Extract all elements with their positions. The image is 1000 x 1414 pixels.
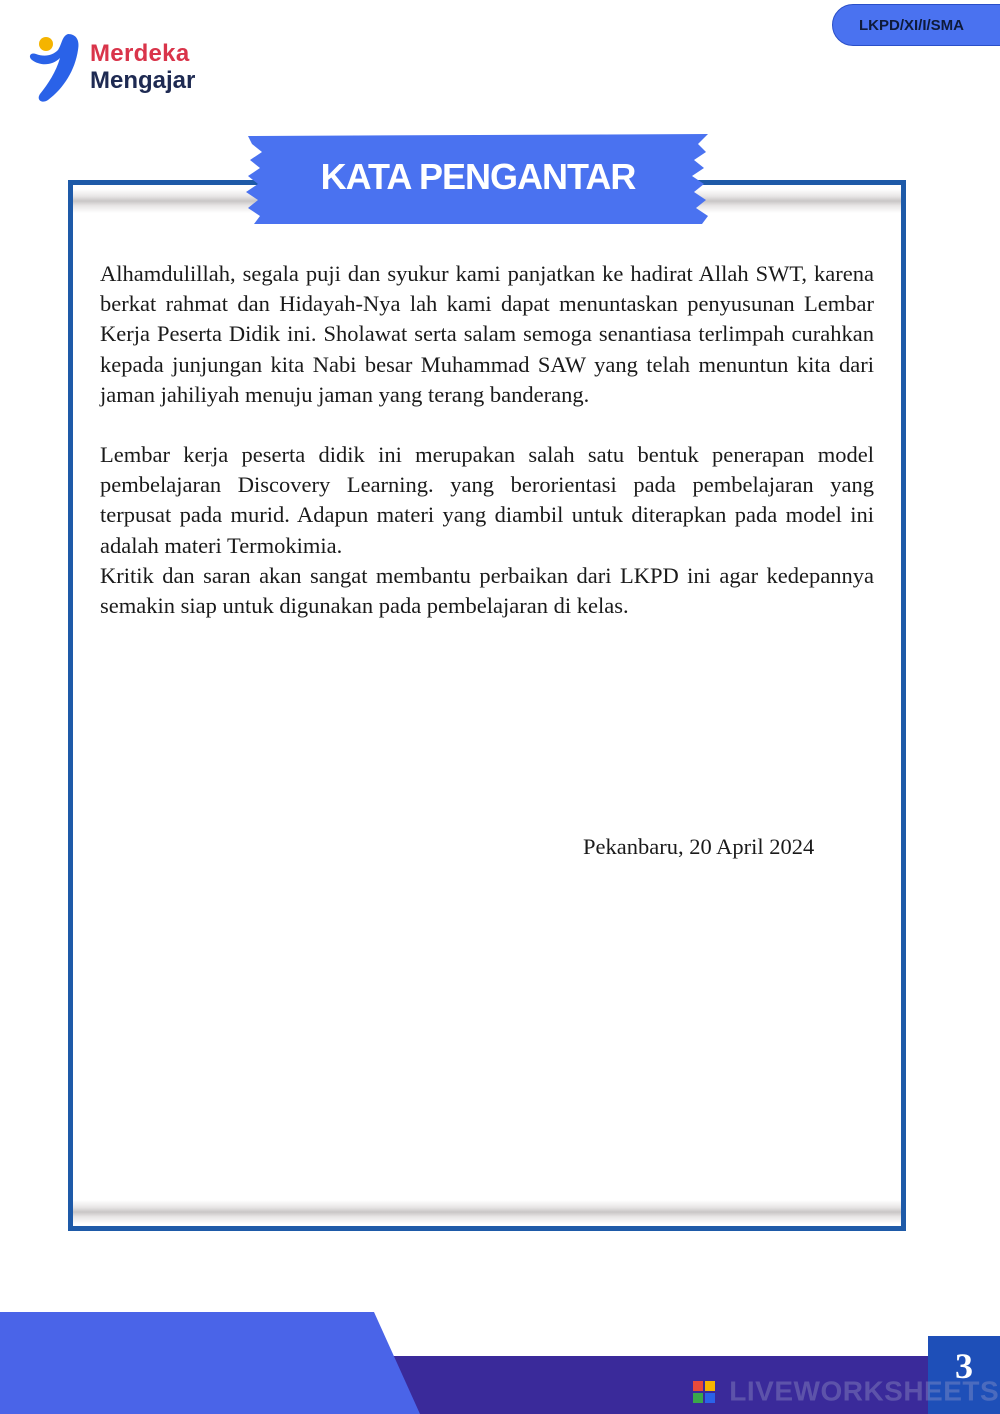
title-banner bbox=[246, 134, 710, 224]
liveworksheets-watermark bbox=[693, 1374, 1000, 1407]
paragraph-purpose: Lembar kerja peserta didik ini merupakan salah satu bentuk penerapan model pembelajaran Discovery Learning. yang berorientasi pada pembelajaran yang terpusat pada murid. Adapun materi yang diambil untuk diterapkan pada model ini adalah materi Termokimia. bbox=[100, 442, 874, 558]
paragraph-feedback: Kritik dan saran akan sangat membantu perbaikan dari LKPD ini agar kedepannya semakin siap untuk digunakan pada pembelajaran di kelas. bbox=[100, 562, 874, 619]
logo-icon bbox=[28, 30, 84, 106]
frame-bottom-rail bbox=[73, 1200, 901, 1224]
logo-text-mengajar: Mengajar bbox=[90, 67, 196, 94]
watermark-text: LIVEWORKSHEETS bbox=[729, 1375, 1000, 1407]
body-text bbox=[100, 259, 874, 621]
doc-code-badge: LKPD/XI/I/SMA bbox=[832, 4, 1000, 46]
liveworksheets-logo-icon bbox=[693, 1381, 715, 1403]
page-number: 3 bbox=[928, 1336, 1000, 1414]
place-date-signoff: Pekanbaru, 20 April 2024 bbox=[583, 834, 815, 859]
paragraph-gap bbox=[100, 410, 874, 440]
paragraph-intro: Alhamdulillah, segala puji dan syukur kami panjatkan ke hadirat Allah SWT, karena berkat rahmat dan Hidayah-Nya lah kami dapat menuntaskan penyusunan Lembar Kerja Peserta Didik ini. Sholawat serta salam semoga senantiasa terlimpah curahkan kepada junjungan kita Nabi besar Muhammad SAW yang telah menuntun kita dari jaman jahiliyah menuju jaman yang terang banderang. bbox=[100, 261, 874, 407]
logo-text-merdeka: Merdeka bbox=[90, 40, 190, 67]
page-title: KATA PENGANTAR bbox=[320, 156, 636, 197]
merdeka-mengajar-logo bbox=[28, 30, 228, 106]
